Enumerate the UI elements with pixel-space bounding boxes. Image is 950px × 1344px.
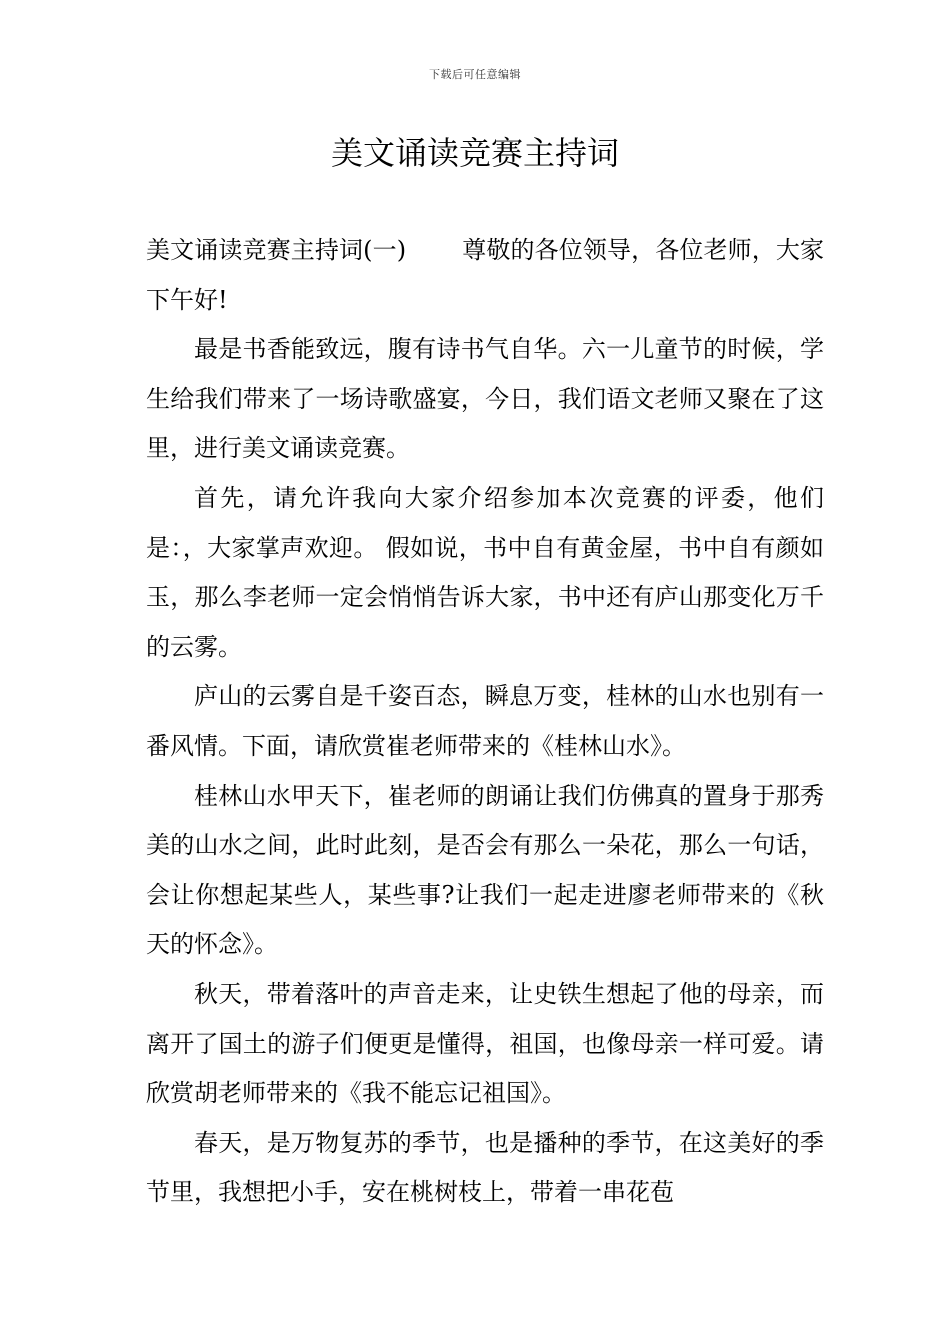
- document-body: [146, 226, 824, 1218]
- paragraph-1: 最是书香能致远，腹有诗书气自华。六一儿童节的时候，学生给我们带来了一场诗歌盛宴，今日，我们语文老师又聚在了这里，进行美文诵读竞赛。: [146, 335, 824, 463]
- paragraph-4: 桂林山水甲天下，崔老师的朗诵让我们仿佛真的置身于那秀美的山水之间，此时此刻，是否会有那么一朵花，那么一句话，会让你想起某些人，某些事?让我们一起走进廖老师带来的《秋天的怀念》。: [146, 781, 824, 959]
- intro-heading: 美文诵读竞赛主持词(一): [146, 236, 407, 264]
- intro-greeting: 尊敬的各位领导，各位老师，大家下午好!: [146, 236, 824, 314]
- document-title: 美文诵读竞赛主持词: [330, 134, 619, 172]
- paragraph-3: 庐山的云雾自是千姿百态，瞬息万变，桂林的山水也别有一番风情。下面，请欣赏崔老师带来的《桂林山水》。: [146, 682, 824, 760]
- paragraph-6: 春天，是万物复苏的季节，也是播种的季节，在这美好的季节里，我想把小手，安在桃树枝上，带着一串花苞: [146, 1128, 824, 1207]
- intro-paragraph: [146, 226, 824, 325]
- paragraph-5: 秋天，带着落叶的声音走来，让史铁生想起了他的母亲，而离开了国土的游子们便更是懂得，祖国，也像母亲一样可爱。请欣赏胡老师带来的《我不能忘记祖国》。: [146, 979, 824, 1108]
- paragraph-2: 首先，请允许我向大家介绍参加本次竞赛的评委，他们是：，大家掌声欢迎。 假如说，书中自有黄金屋，书中自有颜如玉，那么李老师一定会悄悄告诉大家，书中还有庐山那变化万千的云雾。: [146, 483, 824, 661]
- header-note: 下载后可任意编辑: [429, 68, 521, 81]
